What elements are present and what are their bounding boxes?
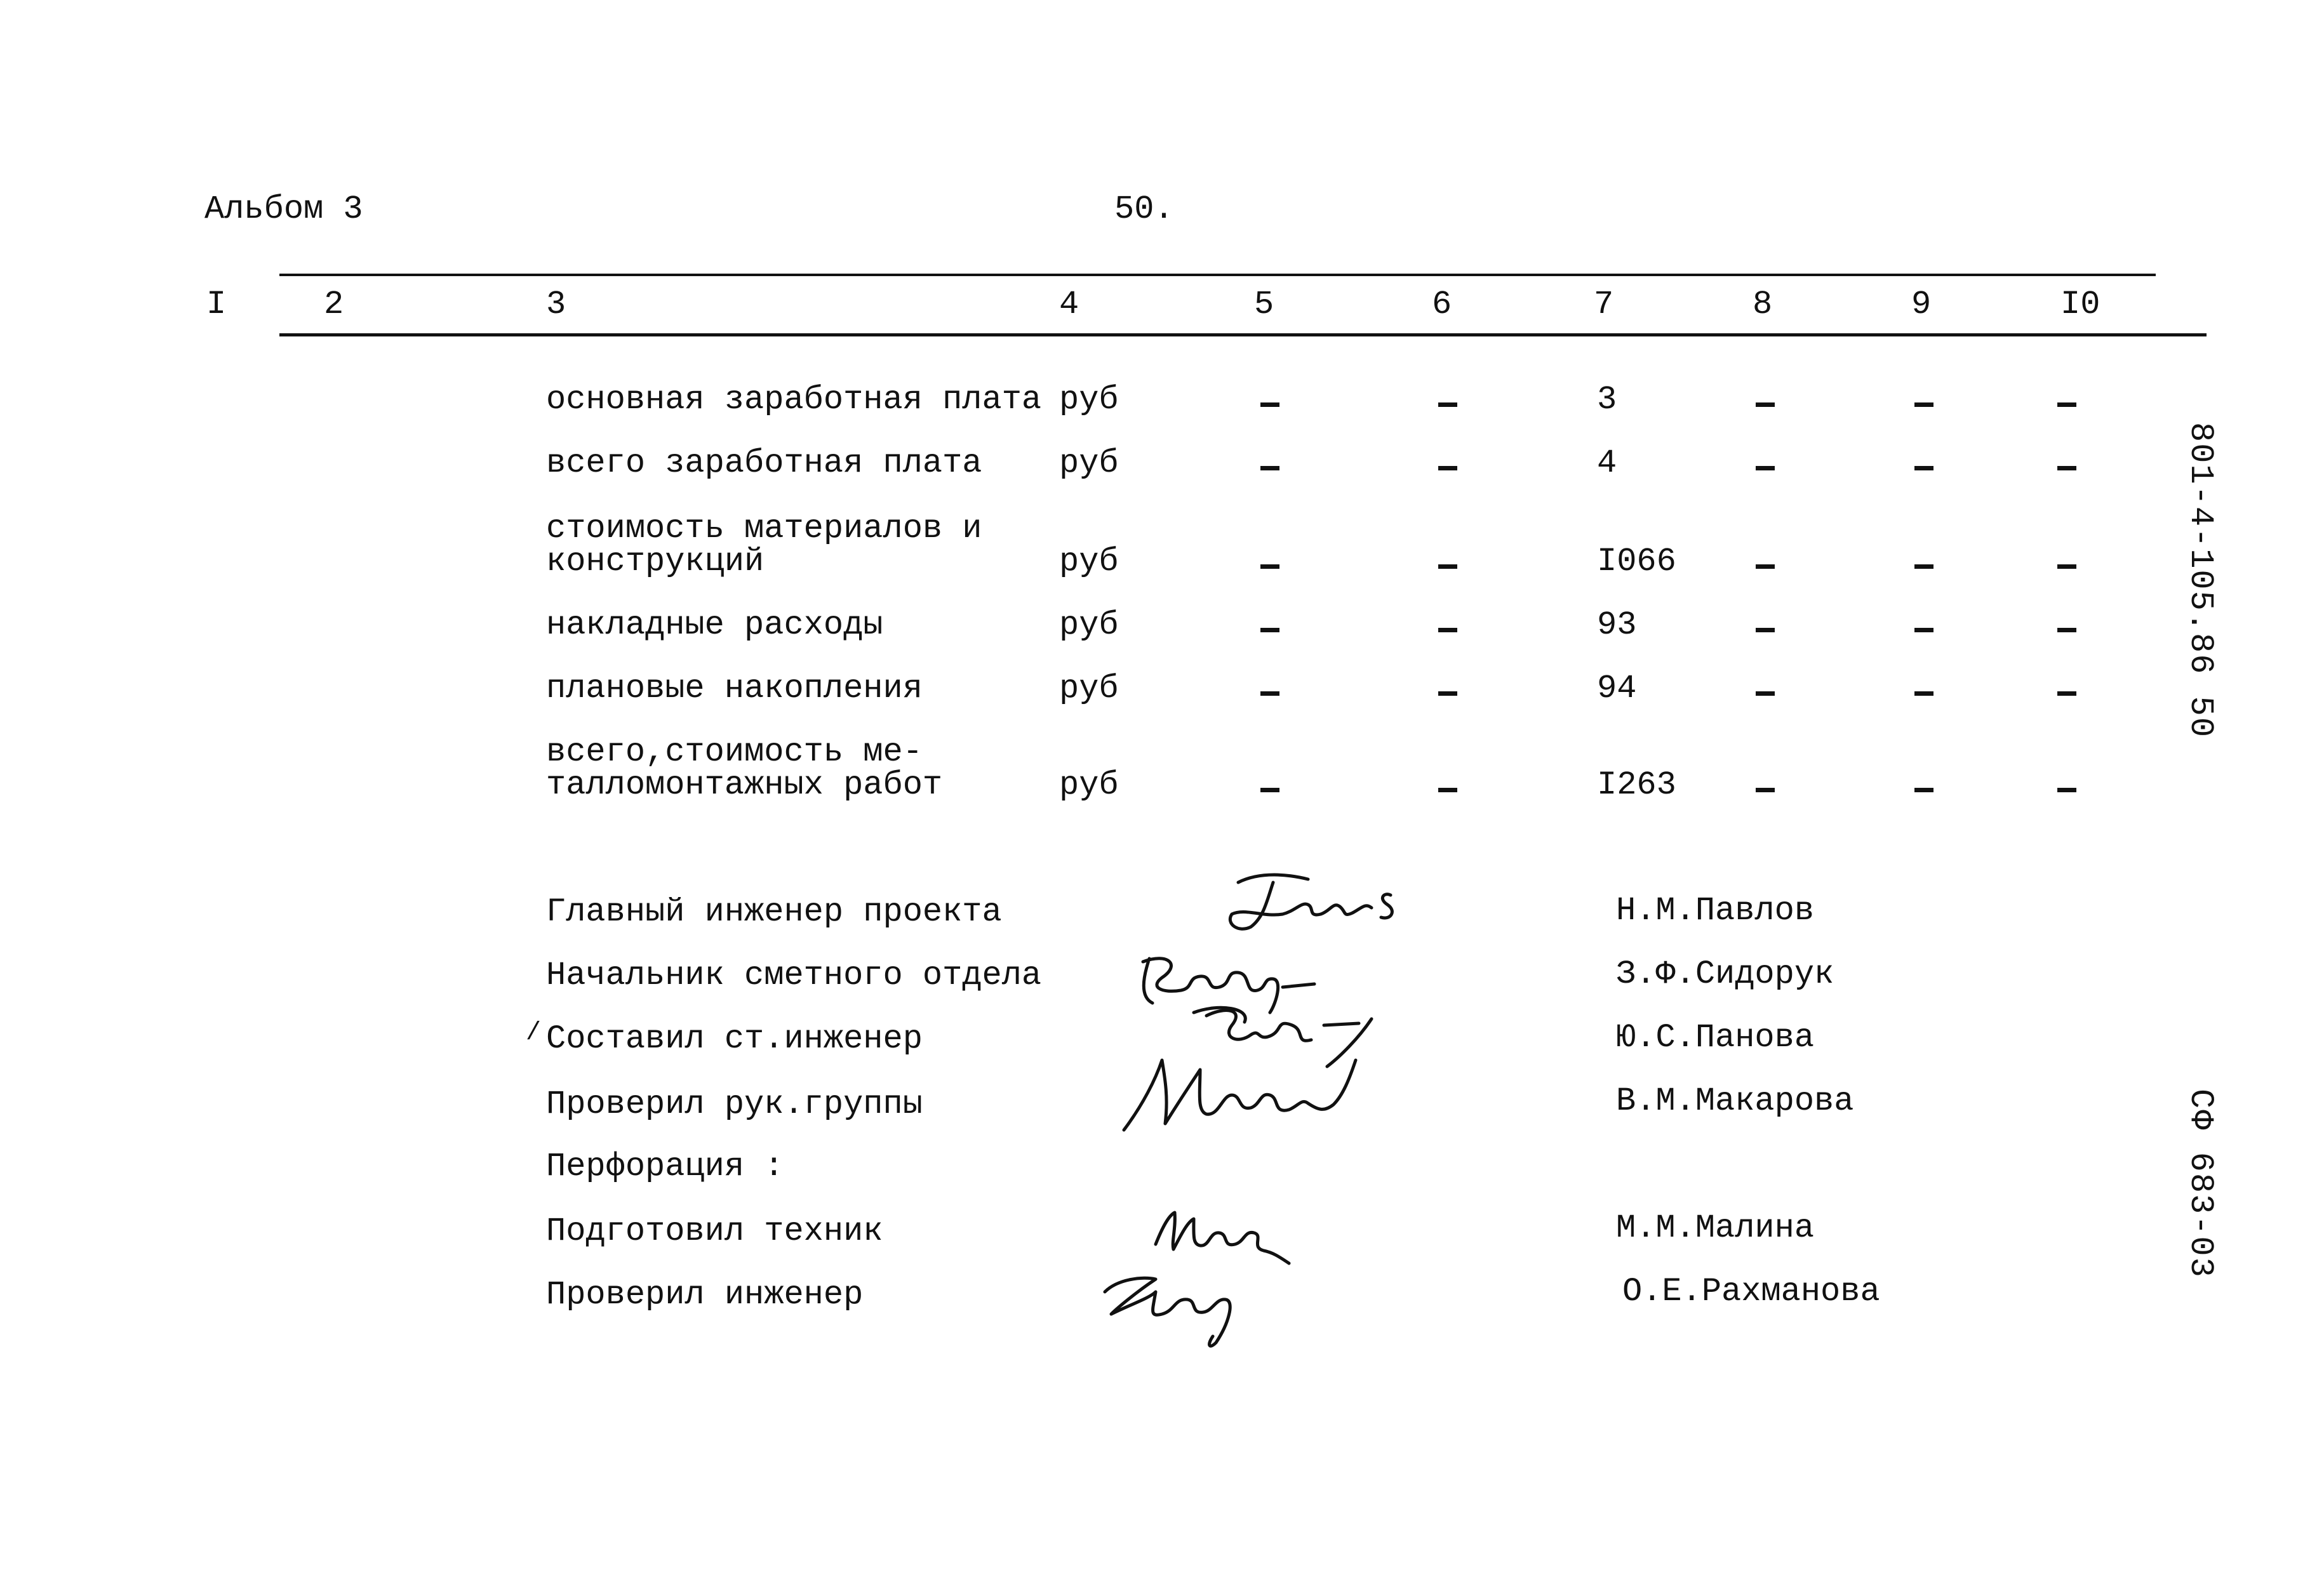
row-unit: руб [1059,543,1119,580]
empty-dash [1438,564,1457,569]
row-name: всего заработная плата [546,444,982,482]
signatory-name: М.М.Малина [1616,1209,1815,1247]
signatory-name: В.М.Макарова [1616,1082,1854,1120]
signature-group-lead [1105,1035,1372,1143]
row-unit: руб [1059,381,1119,418]
perforation-label: Перфорация : [546,1148,784,1185]
empty-dash [1914,628,1933,632]
signatory-role: Составил ст.инженер [546,1020,923,1058]
empty-dash [2057,628,2076,632]
empty-dash [1756,564,1775,569]
column-header: 4 [1059,286,1079,323]
empty-dash [1260,466,1279,470]
row-unit: руб [1059,670,1119,707]
empty-dash [1438,788,1457,792]
column-header: 9 [1911,286,1932,323]
column-header: 6 [1432,286,1452,323]
empty-dash [1438,466,1457,470]
empty-dash [2057,466,2076,470]
row-value: 93 [1597,606,1637,644]
top-rule [279,274,2156,276]
signatory-name: Ю.С.Панова [1616,1019,1815,1056]
signatory-name: З.Ф.Сидорук [1616,955,1834,993]
column-header: I0 [2060,286,2100,323]
empty-dash [1914,402,1933,407]
row-unit: руб [1059,766,1119,804]
empty-dash [2057,564,2076,569]
album-label: Альбом 3 [204,190,363,228]
row-unit: руб [1059,444,1119,482]
row-name: накладные расходы [546,606,883,644]
header-rule [279,333,2207,336]
empty-dash [1260,788,1279,792]
side-code-top: 801-4-105.86 50 [2182,422,2219,739]
row-name: основная заработная плата [546,381,1042,418]
empty-dash [1914,691,1933,696]
empty-dash [1260,564,1279,569]
signatory-name: Н.М.Павлов [1616,892,1815,929]
empty-dash [1756,788,1775,792]
empty-dash [1756,628,1775,632]
row-name-line2: конструкций [546,543,765,580]
empty-dash [2057,691,2076,696]
row-unit: руб [1059,606,1119,644]
signatory-role: Проверил рук.группы [546,1086,923,1123]
row-name-line1: всего,стоимость ме- [546,733,923,771]
row-value: 4 [1597,444,1617,482]
empty-dash [1438,402,1457,407]
empty-dash [2057,788,2076,792]
empty-dash [1438,691,1457,696]
column-header: 5 [1254,286,1274,323]
side-code-bottom: СФ 683-03 [2182,1089,2219,1279]
column-header: 3 [546,286,566,323]
signatory-role: Начальник сметного отдела [546,957,1042,994]
column-header: 7 [1594,286,1614,323]
column-header: 8 [1753,286,1773,323]
empty-dash [1260,628,1279,632]
signature-engineer [1079,1254,1283,1362]
signatory-role: Главный инженер проекта [546,893,1002,931]
row-value: 3 [1597,381,1617,418]
empty-dash [1914,788,1933,792]
empty-dash [1260,691,1279,696]
page-number: 50. [1114,190,1174,228]
signatory-role: Подготовил техник [546,1213,883,1250]
signatory-role: Проверил инженер [546,1276,864,1313]
row-value: I263 [1597,766,1676,804]
row-name-line1: стоимость материалов и [546,510,982,547]
empty-dash [1914,466,1933,470]
column-header: I [206,286,227,323]
empty-dash [1756,466,1775,470]
row-name-line2: талломонтажных работ [546,766,943,804]
empty-dash [1756,691,1775,696]
empty-dash [2057,402,2076,407]
empty-dash [1756,402,1775,407]
row-value: 94 [1597,670,1637,707]
row-value: I066 [1597,543,1676,580]
margin-mark: / [526,1019,542,1047]
signatory-name: О.Е.Рахманова [1622,1273,1880,1310]
empty-dash [1260,402,1279,407]
row-name: плановые накопления [546,670,923,707]
column-header: 2 [324,286,344,323]
empty-dash [1438,628,1457,632]
empty-dash [1914,564,1933,569]
